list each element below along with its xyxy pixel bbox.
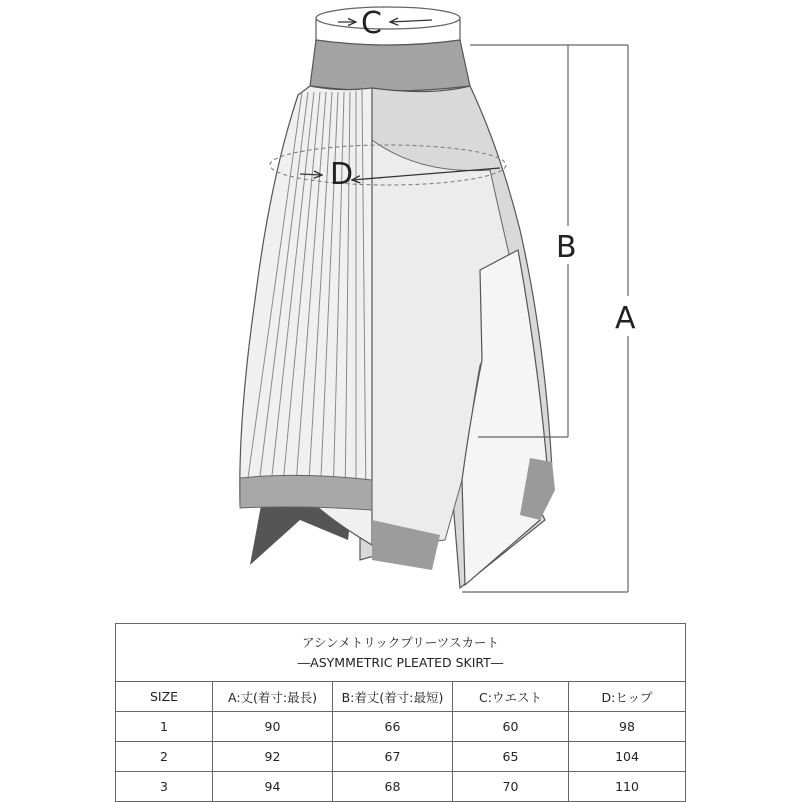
cell-a: 90 (213, 712, 333, 742)
pleat-hem-band (240, 475, 372, 510)
cell-size: 2 (116, 742, 213, 772)
cell-b: 67 (333, 742, 453, 772)
table-title (116, 624, 686, 682)
waistband (310, 40, 470, 91)
table-row (116, 712, 686, 742)
header-b-length: B:着丈(着寸:最短) (333, 682, 453, 712)
label-d: D (330, 157, 354, 192)
header-a-length: A:丈(着寸:最長) (213, 682, 333, 712)
cell-c: 70 (453, 772, 569, 802)
cell-a: 94 (213, 772, 333, 802)
cell-size: 1 (116, 712, 213, 742)
cell-b: 68 (333, 772, 453, 802)
cell-b: 66 (333, 712, 453, 742)
header-c-waist: C:ウエスト (453, 682, 569, 712)
title-english: ―ASYMMETRIC PLEATED SKIRT― (297, 654, 504, 670)
label-c: C (361, 6, 382, 41)
cell-d: 104 (569, 742, 686, 772)
header-size: SIZE (116, 682, 213, 712)
waist-cylinder (316, 7, 460, 42)
table-title-row (116, 624, 686, 682)
table-row (116, 772, 686, 802)
label-b: B (556, 230, 577, 265)
label-a: A (615, 301, 636, 336)
table-row (116, 742, 686, 772)
cell-a: 92 (213, 742, 333, 772)
cell-d: 110 (569, 772, 686, 802)
cell-size: 3 (116, 772, 213, 802)
cell-c: 60 (453, 712, 569, 742)
title-japanese: アシンメトリックプリーツスカート (301, 634, 500, 650)
cell-c: 65 (453, 742, 569, 772)
waist-measure (338, 20, 432, 22)
table-header-row (116, 682, 686, 712)
cell-d: 98 (569, 712, 686, 742)
header-d-hip: D:ヒップ (569, 682, 686, 712)
size-table (115, 623, 686, 802)
